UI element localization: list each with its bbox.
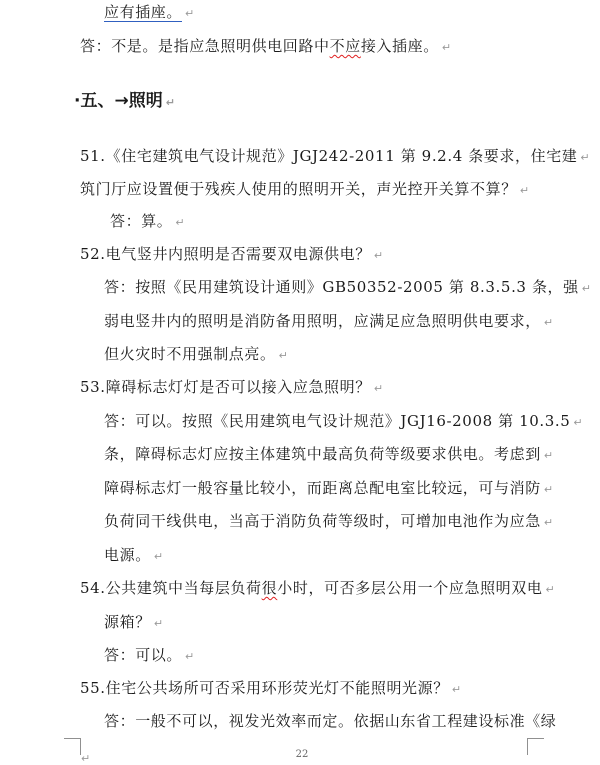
paragraph-mark-icon: ↵	[573, 416, 584, 429]
paragraph-mark-icon: ↵	[580, 151, 591, 164]
question-53	[80, 377, 384, 399]
paragraph-mark-icon: ↵	[543, 516, 554, 529]
text-line	[104, 344, 288, 366]
paragraph-mark-icon: ↵	[543, 316, 554, 329]
paragraph-mark-icon: ↵	[373, 249, 384, 262]
paragraph-mark-icon: ↵	[545, 583, 556, 596]
text-line	[104, 545, 164, 567]
line-text: 弱电竖井内的照明是消防备用照明，应满足应急照明供电要求，	[104, 312, 541, 330]
line-text: 但火灾时不用强制点亮。	[104, 345, 276, 363]
question-51	[80, 146, 590, 168]
paragraph-mark-icon: ↵	[451, 683, 462, 696]
line-text: 应有插座。	[104, 3, 183, 21]
line-text: 条，障碍标志灯应按主体建筑中最高负荷等级要求供电。考虑到	[104, 445, 541, 463]
heading-bullet: ·	[74, 91, 81, 111]
line-text: 54.公共建筑中当每层负荷	[80, 579, 262, 597]
spell-flag-text: 很	[261, 579, 278, 597]
paragraph-mark-icon: ↵	[543, 483, 554, 496]
line-text: 答：不是。是指应急照明供电回路中不应接入插座。	[80, 37, 439, 55]
answer-55	[104, 711, 556, 731]
line-text: 障碍标志灯一般容量比较小，而距离总配电室比较远，可与消防	[104, 479, 541, 497]
text-line	[80, 179, 530, 201]
text-line	[104, 511, 554, 533]
paragraph-mark-icon: ↵	[278, 349, 289, 362]
line-text: 53.障碍标志灯灯是否可以接入应急照明？	[80, 378, 371, 396]
line-text: 答：可以。按照《民用建筑电气设计规范》JGJ16-2008 第 10.3.5	[104, 412, 571, 430]
text-line	[104, 311, 554, 333]
line-text: 小时，可否多层公用一个应急照明双电	[277, 579, 543, 597]
paragraph-mark-icon: ↵	[185, 7, 195, 20]
line-text: 答：可以。	[104, 646, 183, 664]
paragraph-mark-icon: ↵	[543, 449, 554, 462]
section-heading	[74, 90, 175, 114]
text-line	[104, 612, 164, 634]
paragraph-mark-icon: ↵	[153, 617, 164, 630]
page-number: 22	[295, 749, 309, 760]
line-text: 55.住宅公共场所可否采用环形荧光灯不能照明光源？	[80, 679, 449, 697]
line-text: 51.《住宅建筑电气设计规范》JGJ242-2011 第 9.2.4 条要求，住宅建	[80, 147, 578, 165]
line-text: 答：一般不可以，视发光效率而定。依据山东省工程建设标准《绿	[104, 712, 557, 730]
text-line	[80, 36, 452, 58]
line-text: 负荷同干线供电，当高于消防负荷等级时，可增加电池作为应急	[104, 512, 541, 530]
line-text: 52.电气竖井内照明是否需要双电源供电？	[80, 245, 371, 263]
line-text: 电源。	[104, 546, 151, 564]
question-54	[80, 578, 555, 600]
paragraph-mark-icon: ↵	[153, 550, 164, 563]
question-52	[80, 244, 384, 266]
answer-52	[104, 277, 592, 299]
question-55	[80, 678, 462, 700]
line-text: 答：算。	[110, 212, 173, 230]
heading-text: 五、→照明	[80, 91, 163, 111]
answer-53	[104, 411, 583, 433]
text-line	[104, 2, 195, 24]
line-text: 筑门厅应设置便于残疾人使用的照明开关，声光控开关算不算？	[80, 180, 517, 198]
answer-54	[104, 645, 195, 667]
line-text: 源箱？	[104, 613, 151, 631]
answer-51	[110, 211, 185, 233]
paragraph-mark-icon: ↵	[581, 282, 592, 295]
line-text: 答：按照《民用建筑设计通则》GB50352-2005 第 8.3.5.3 条，强	[104, 278, 579, 296]
paragraph-mark-icon: ↵	[373, 382, 384, 395]
paragraph-mark-icon: ↵	[175, 216, 186, 229]
crop-mark-right	[527, 738, 544, 755]
text-line	[104, 444, 554, 466]
paragraph-mark-icon: ↵	[81, 752, 91, 765]
crop-mark-left	[64, 738, 81, 755]
paragraph-mark-icon: ↵	[519, 184, 530, 197]
paragraph-mark-icon: ↵	[165, 96, 175, 109]
paragraph-mark-icon: ↵	[185, 650, 195, 663]
paragraph-mark-icon: ↵	[441, 41, 452, 54]
text-line	[104, 478, 554, 500]
